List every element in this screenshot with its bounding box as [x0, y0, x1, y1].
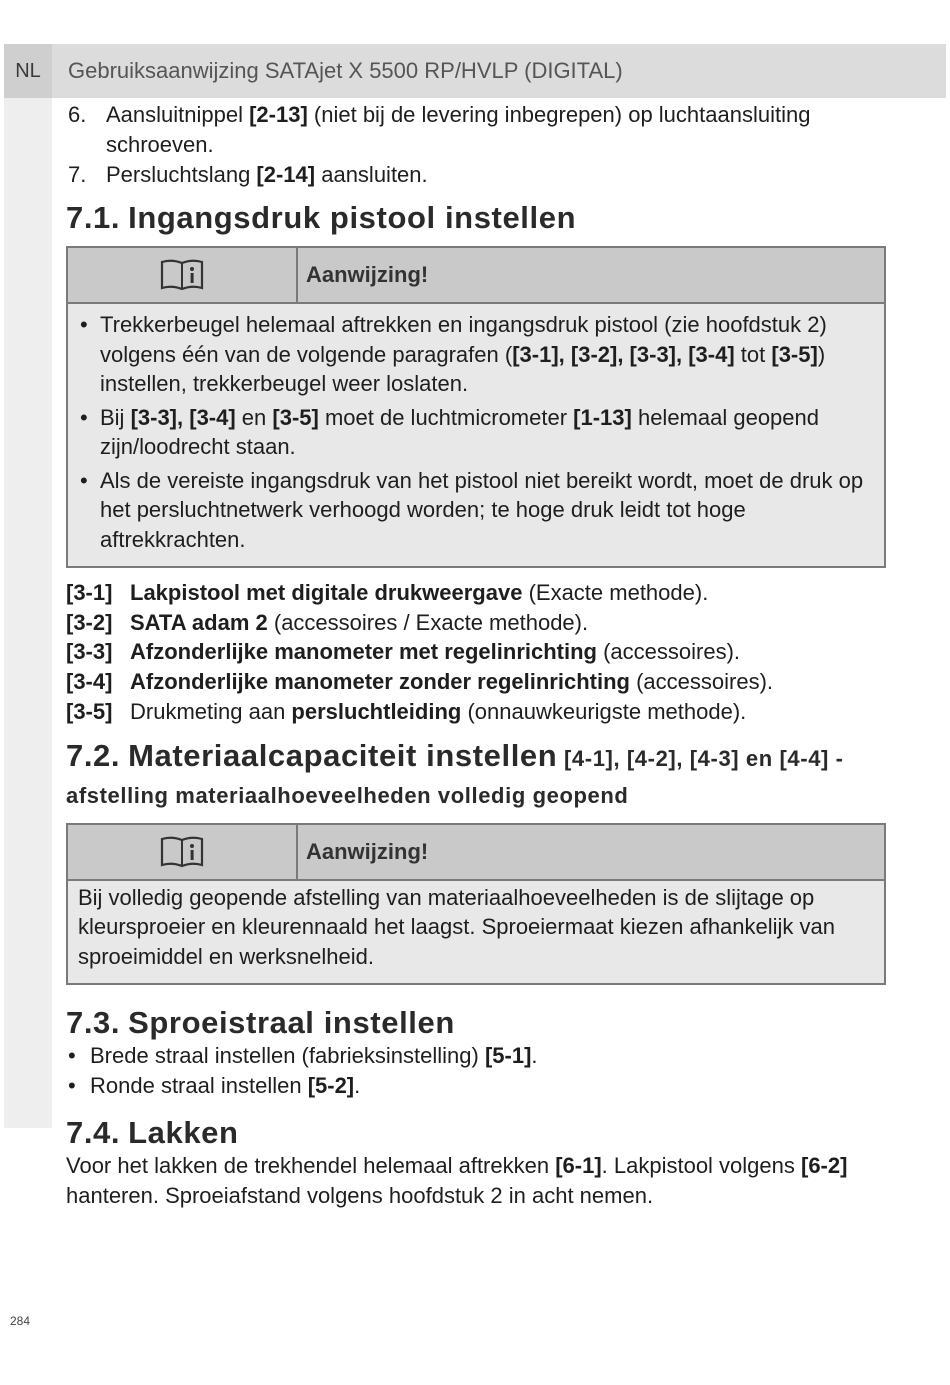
note-title: Aanwijzing!: [306, 262, 429, 287]
reference-text: (accessoires / Exacte methode).: [267, 609, 589, 635]
bullet-ref: [5-2]: [307, 1073, 355, 1099]
bullet-text: Ronde straal instellen: [90, 1073, 308, 1099]
section-heading-7-1: [66, 200, 886, 236]
note-title: Aanwijzing!: [306, 838, 429, 864]
reference-item: [66, 697, 886, 727]
side-strip: [4, 44, 52, 1128]
bullet-text: .: [531, 1043, 538, 1069]
step-ref: [2-13]: [249, 102, 308, 127]
note-ref: [1-13]: [573, 404, 632, 430]
page-content: [66, 100, 886, 1211]
note-header: [68, 248, 884, 304]
step-text: Persluchtslang: [106, 162, 257, 187]
document-title: Gebruiksaanwijzing SATAjet X 5500 RP/HVLP (DIGITAL): [68, 58, 623, 83]
step-text: Aansluitnippel: [106, 102, 250, 127]
section-heading-7-4: [66, 1115, 886, 1151]
section-number: 7.2.: [66, 737, 121, 773]
note-text: tot: [734, 341, 772, 367]
section-subtitle: [4-1], [4-2], [4-3] en [4-4] - afstelling materiaalhoeveelheden volledig geopend: [66, 745, 844, 808]
note-text: Bij: [100, 404, 131, 430]
note-body: [68, 304, 884, 566]
section-title: Lakken: [128, 1115, 239, 1151]
reference-item: [66, 578, 886, 608]
note-text: helemaal geopend zijn/loodrecht staan.: [100, 404, 819, 459]
reference-bold: Lakpistool met digitale drukweergave: [130, 580, 523, 605]
note-bullet: [78, 310, 876, 399]
reference-key: [3-1]: [66, 580, 113, 605]
reference-bold: Afzonderlijke manometer zonder regelinrichting: [130, 669, 630, 695]
reference-item: [66, 608, 886, 638]
reference-text: (accessoires).: [629, 669, 774, 695]
page-number: 284: [10, 1314, 31, 1328]
note-ref: [3-5]: [272, 404, 319, 430]
body-text: hanteren. Sproeiafstand volgens hoofdstuk 2 in acht nemen.: [66, 1183, 654, 1209]
page-header: [4, 44, 946, 98]
reference-text: Drukmeting aan: [130, 698, 292, 724]
section-heading-7-2: [66, 739, 886, 813]
step-number: 6.: [68, 102, 87, 127]
bullet-ref: [5-1]: [484, 1043, 532, 1069]
note-text: en: [235, 404, 273, 430]
body-ref: [6-2]: [801, 1153, 848, 1179]
step-7: [66, 160, 886, 190]
body-text: Voor het lakken de trekhendel helemaal aftrekken: [66, 1153, 556, 1179]
note-box-7-2: [66, 823, 886, 986]
note-ref: [3-5]: [771, 341, 818, 367]
reference-text: (onnauwkeurigste methode).: [461, 698, 747, 724]
reference-key: [3-4]: [66, 669, 113, 695]
reference-bold: Afzonderlijke manometer met regelinrichting: [130, 639, 597, 665]
language-tab: NL: [4, 44, 52, 98]
section-title: Materiaalcapaciteit instellen: [128, 737, 558, 773]
note-bullet: • Als de vereiste ingangsdruk van het pistool niet bereikt wordt, moet de druk op het persluchtnetwerk verhoogd worden; te hoge druk leidt tot hoge aftrekkrachten.: [78, 466, 876, 555]
reference-key: [3-2]: [66, 609, 113, 635]
note-body: Bij volledig geopende afstelling van materiaalhoeveelheden is de slijtage op kleursproeier en kleurennaald het laagst. Sproeiermaat kiezen afhankelijk van sproeimiddel en werksnelheid.: [78, 884, 836, 969]
step-text: (niet bij de levering inbegrepen) op luchtaansluiting schroeven.: [106, 102, 811, 157]
step-ref: [2-14]: [256, 162, 316, 187]
note-ref: [3-3], [3-4]: [130, 404, 236, 430]
reference-bold: persluchtleiding: [291, 698, 462, 724]
note-bullet: [78, 403, 876, 462]
reference-list: [66, 578, 886, 727]
bullet-text: .: [354, 1073, 361, 1099]
bullet-text: Brede straal instellen (fabrieksinstelling): [90, 1043, 485, 1069]
reference-key: [3-5]: [66, 698, 113, 724]
step-number: 7.: [68, 162, 87, 187]
section-number: 7.1.: [66, 200, 121, 235]
section-title: Sproeistraal instellen: [128, 1005, 455, 1041]
section-heading-7-3: [66, 1005, 886, 1041]
book-info-icon: [158, 258, 206, 292]
reference-bold: SATA adam 2: [130, 609, 268, 635]
step-text: aansluiten.: [315, 162, 428, 187]
reference-text: (accessoires).: [596, 639, 741, 665]
note-icon-cell: [68, 825, 298, 879]
note-ref: [3-1], [3-2], [3-3], [3-4]: [512, 341, 735, 367]
note-text: Trekkerbeugel helemaal aftrekken en ingangsdruk pistool (zie hoofdstuk 2) volgens één van de volgende paragrafen (: [100, 312, 827, 367]
body-paragraph: [66, 1151, 886, 1211]
body-text: . Lakpistool volgens: [601, 1153, 801, 1179]
note-text: moet de luchtmicrometer: [318, 404, 574, 430]
book-info-icon: [158, 835, 206, 869]
note-icon-cell: [68, 248, 298, 302]
note-box-7-1: [66, 246, 886, 568]
section-number: 7.4.: [66, 1115, 121, 1151]
step-6: [66, 100, 886, 160]
section-title: Ingangsdruk pistool instellen: [128, 200, 577, 235]
reference-text: (Exacte methode).: [522, 580, 709, 605]
note-header: [68, 825, 884, 881]
reference-item: [66, 637, 886, 667]
section-number: 7.3.: [66, 1005, 121, 1041]
note-text: ) instellen, trekkerbeugel weer loslaten.: [100, 341, 826, 396]
body-ref: [6-1]: [555, 1153, 602, 1179]
bullet-item: [66, 1041, 886, 1071]
bullet-item: [66, 1071, 886, 1101]
reference-item: [66, 667, 886, 697]
reference-key: [3-3]: [66, 639, 113, 665]
